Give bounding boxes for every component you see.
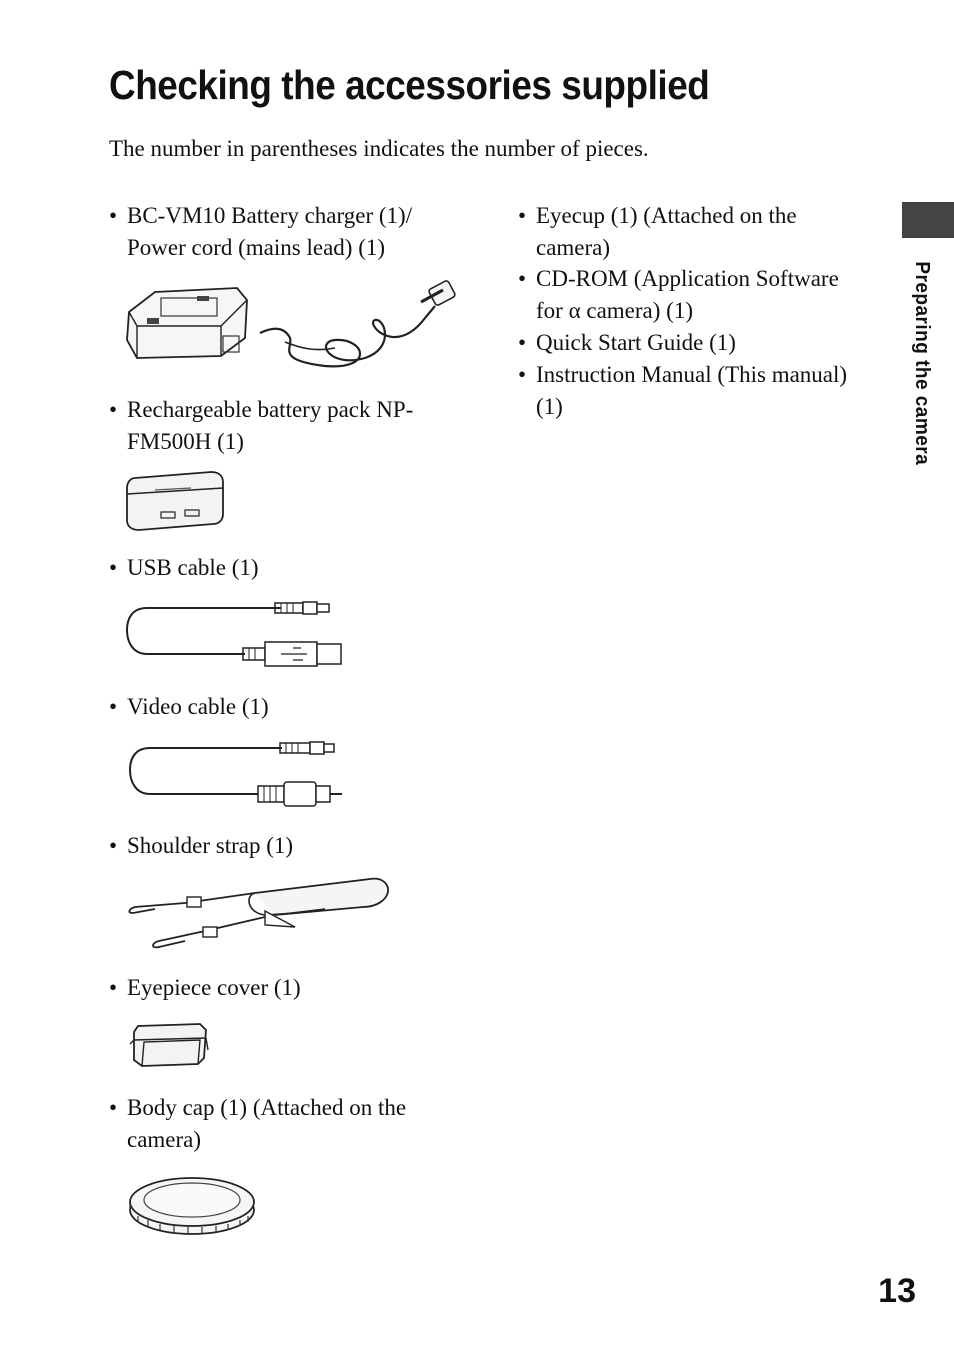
bullet: • <box>109 833 118 858</box>
shoulder-strap-illustration <box>125 873 395 957</box>
battery-charger-illustration <box>125 278 465 378</box>
bullet: • <box>518 330 527 355</box>
accessory-item-usb-cable <box>109 552 259 584</box>
bullet: • <box>518 362 527 387</box>
accessory-label: Eyepiece cover (1) <box>127 975 301 1000</box>
usb-cable-illustration <box>125 598 345 672</box>
section-label: Preparing the camera <box>911 261 933 466</box>
accessory-label: Eyecup (1) (Attached on the camera) <box>536 203 797 260</box>
bullet: • <box>518 203 527 228</box>
bullet: • <box>109 975 118 1000</box>
bullet: • <box>109 203 118 228</box>
accessory-item-eyepiece-cover <box>109 972 301 1004</box>
accessory-item-cd-rom <box>518 263 839 327</box>
accessory-label: Rechargeable battery pack NP- FM500H (1) <box>127 397 414 454</box>
accessory-label: USB cable (1) <box>127 555 259 580</box>
accessory-label: Video cable (1) <box>127 694 269 719</box>
accessory-item-shoulder-strap <box>109 830 293 862</box>
eyepiece-cover-illustration <box>128 1020 210 1070</box>
accessory-item-battery-charger <box>109 200 412 264</box>
accessory-label: Body cap (1) (Attached on the camera) <box>127 1095 407 1152</box>
bullet: • <box>109 397 118 422</box>
accessory-label: CD-ROM (Application Software for α camera) (1) <box>536 266 839 323</box>
bullet: • <box>109 1095 118 1120</box>
page-title: Checking the accessories supplied <box>109 62 710 108</box>
accessory-item-instruction-manual <box>518 359 847 423</box>
section-tab-marker <box>902 202 954 238</box>
body-cap-illustration <box>126 1172 258 1238</box>
accessory-item-video-cable <box>109 691 269 723</box>
page-number: 13 <box>878 1272 916 1310</box>
bullet: • <box>518 266 527 291</box>
bullet: • <box>109 555 118 580</box>
accessory-item-battery-pack <box>109 394 413 458</box>
battery-pack-illustration <box>125 468 229 540</box>
accessory-label: Quick Start Guide (1) <box>536 330 736 355</box>
accessory-item-quick-start-guide <box>518 327 736 359</box>
bullet: • <box>109 694 118 719</box>
accessory-label: Instruction Manual (This manual) (1) <box>536 362 848 419</box>
accessory-item-body-cap <box>109 1092 406 1156</box>
intro-text: The number in parentheses indicates the number of pieces. <box>109 136 649 161</box>
video-cable-illustration <box>128 738 350 810</box>
accessory-item-eyecup <box>518 200 797 264</box>
accessory-label: BC-VM10 Battery charger (1)/ Power cord (mains lead) (1) <box>127 203 413 260</box>
accessory-label: Shoulder strap (1) <box>127 833 294 858</box>
